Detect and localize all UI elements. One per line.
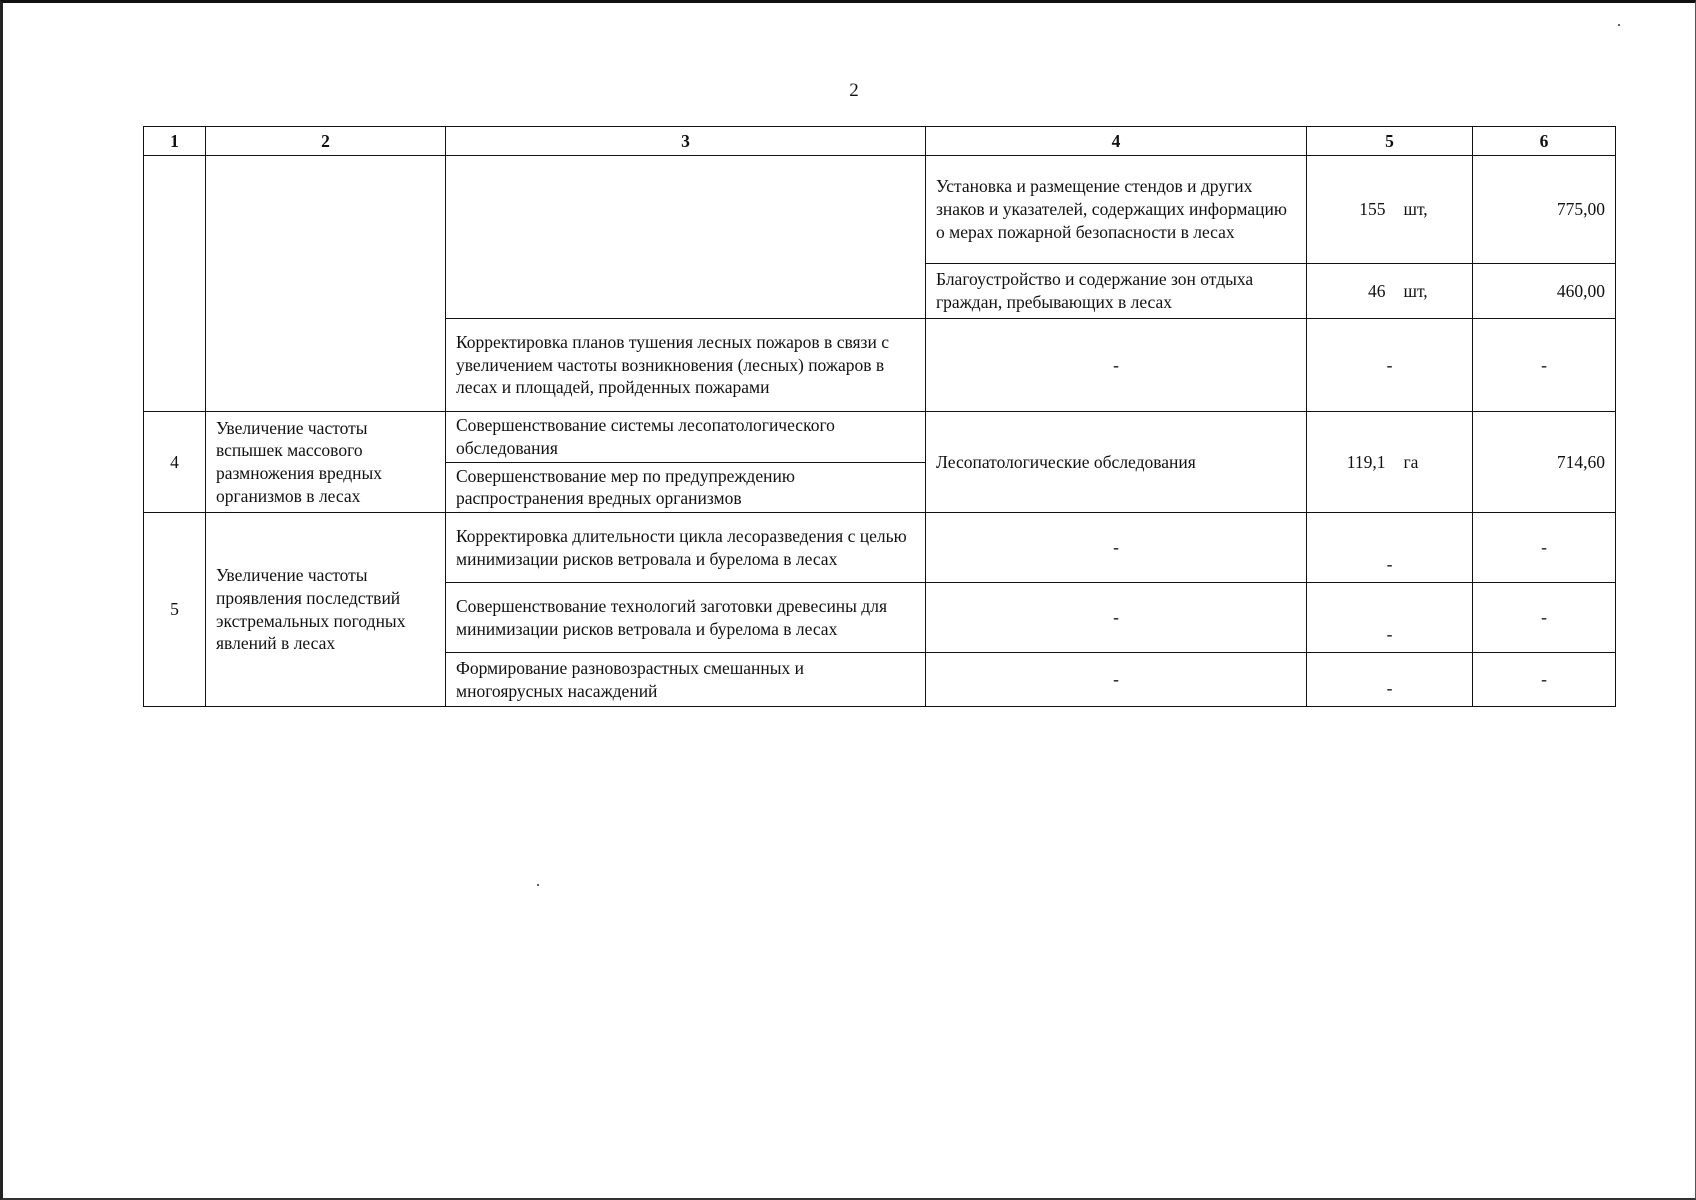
sum-dash-cell: - — [1473, 319, 1616, 412]
activity-cell: Лесопатологические обследования — [926, 412, 1307, 513]
measure-cell: Корректировка планов тушения лесных пожаров в связи с увеличением частоты возникновения (лесных) пожаров в лесах и площадей, пройденных пожарами — [446, 319, 926, 412]
quantity-unit: шт, — [1403, 280, 1428, 301]
scan-speck — [1618, 24, 1620, 26]
sum-cell: 775,00 — [1473, 156, 1616, 264]
risk-cell: Увеличение частоты проявления последствий экстремальных погодных явлений в лесах — [206, 513, 446, 707]
activity-cell: Установка и размещение стендов и других знаков и указателей, содержащих информацию о мерах пожарной безопасности в лесах — [926, 156, 1307, 264]
column-header-3: 3 — [446, 127, 926, 156]
measure-cell: Совершенствование системы лесопатологического обследования — [446, 412, 926, 463]
quantity-cell — [1307, 156, 1473, 264]
quantity-cell — [1307, 264, 1473, 319]
quantity-value: 155 — [1359, 199, 1386, 220]
quantity-dash-cell: - — [1307, 513, 1473, 583]
table-header-row — [144, 127, 1616, 156]
measure-cell: Корректировка длительности цикла лесоразведения с целью минимизации рисков ветровала и бурелома в лесах — [446, 513, 926, 583]
quantity-dash-cell: - — [1307, 319, 1473, 412]
row-number-cell — [144, 156, 206, 412]
quantity-unit: шт, — [1403, 199, 1428, 220]
risk-cell — [206, 156, 446, 412]
quantity-cell — [1307, 412, 1473, 513]
scan-speck — [537, 884, 539, 886]
measure-cell: Совершенствование мер по предупреждению распространения вредных организмов — [446, 462, 926, 513]
sum-cell: 460,00 — [1473, 264, 1616, 319]
column-header-2: 2 — [206, 127, 446, 156]
quantity-unit: га — [1403, 451, 1419, 472]
column-header-5: 5 — [1307, 127, 1473, 156]
table-row — [144, 513, 1616, 583]
activity-cell: Благоустройство и содержание зон отдыха граждан, пребывающих в лесах — [926, 264, 1307, 319]
row-number-cell: 4 — [144, 412, 206, 513]
activity-dash-cell: - — [926, 653, 1307, 707]
page-number: 2 — [849, 80, 859, 101]
column-header-6: 6 — [1473, 127, 1616, 156]
column-header-4: 4 — [926, 127, 1307, 156]
measure-cell: Совершенствование технологий заготовки древесины для минимизации рисков ветровала и бурелома в лесах — [446, 583, 926, 653]
sum-dash-cell: - — [1473, 583, 1616, 653]
table-row — [144, 412, 1616, 463]
quantity-value: 119,1 — [1346, 451, 1386, 472]
sum-cell: 714,60 — [1473, 412, 1616, 513]
table-row — [144, 156, 1616, 264]
measure-cell: Формирование разновозрастных смешанных и многоярусных насаждений — [446, 653, 926, 707]
risk-cell: Увеличение частоты вспышек массового размножения вредных организмов в лесах — [206, 412, 446, 513]
row-number-cell: 5 — [144, 513, 206, 707]
activity-dash-cell: - — [926, 319, 1307, 412]
activity-dash-cell: - — [926, 513, 1307, 583]
activity-dash-cell: - — [926, 583, 1307, 653]
quantity-value: 46 — [1368, 280, 1386, 301]
column-header-1: 1 — [144, 127, 206, 156]
quantity-dash-cell: - — [1307, 653, 1473, 707]
quantity-dash-cell: - — [1307, 583, 1473, 653]
sum-dash-cell: - — [1473, 513, 1616, 583]
sum-dash-cell: - — [1473, 653, 1616, 707]
measure-cell — [446, 156, 926, 319]
measures-table — [143, 126, 1616, 707]
